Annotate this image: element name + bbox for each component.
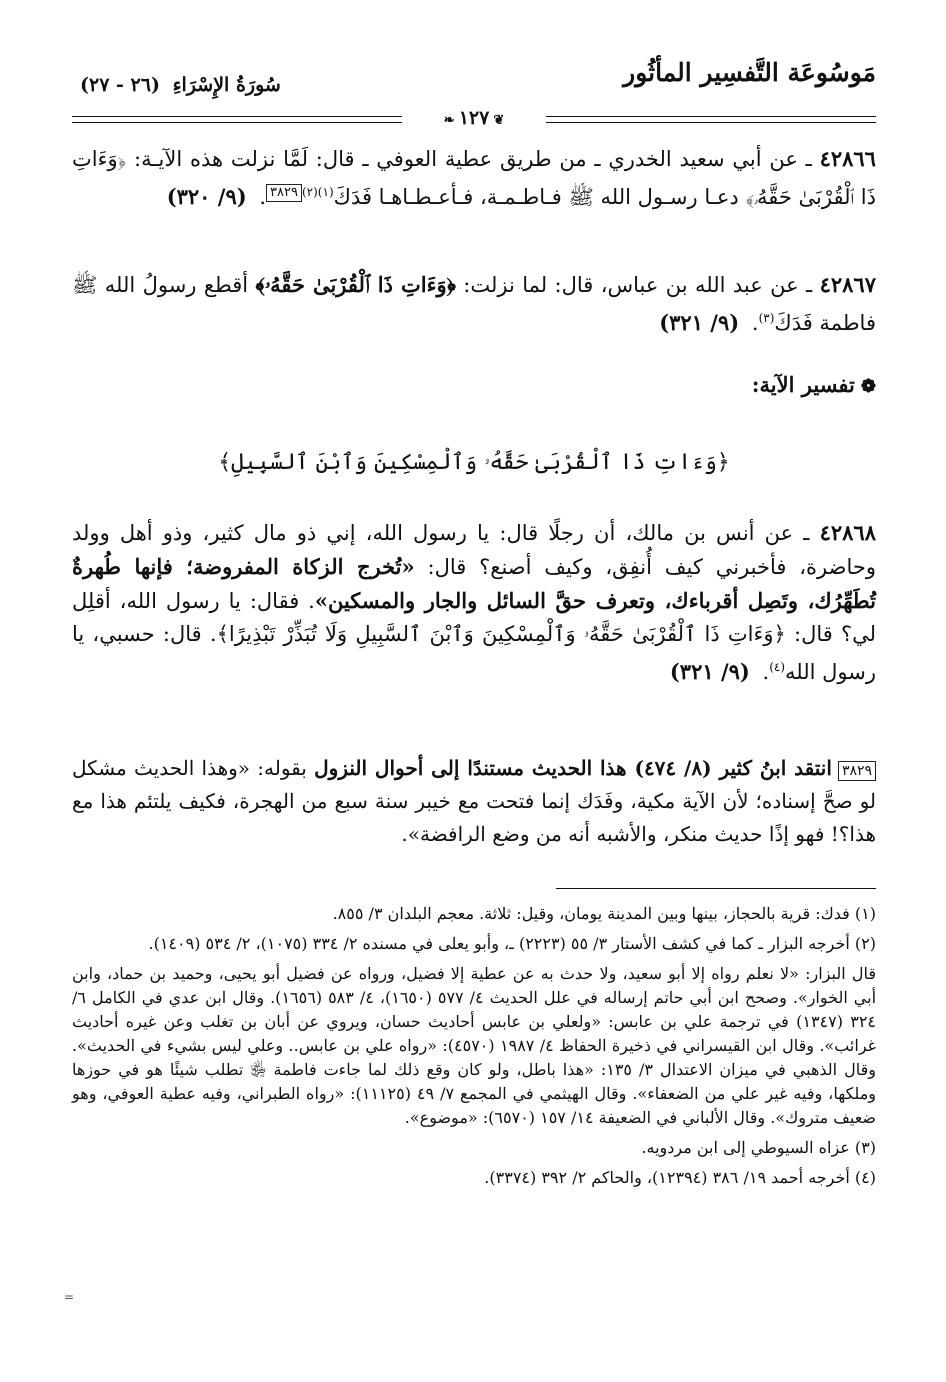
flower-ornament-icon: ❁ bbox=[860, 376, 876, 397]
volume-ref: (٩/ ٣٢١) bbox=[669, 659, 750, 684]
hadith-number: ٤٢٨٦٦ bbox=[819, 146, 876, 171]
margin-mark: = bbox=[64, 1290, 75, 1304]
hadith-42866: ٤٢٨٦٦ ـ عن أبي سعيد الخدري ـ من طريق عطية العوفي ـ قال: لَمَّا نزلت هذه الآيـة: ﴿وَءَاتِ ذَا ٱلْقُرْبَىٰ حَقَّهُۥ﴾ دعـا رسـول الله ﷺ فـاطـمـة، فـأعـطـاهـا فَدَكَ$^{(١)(٢)}$٣٨٢٩. (٩/ ٣٢٠) bbox=[72, 146, 876, 209]
section-title: تفسير الآية: bbox=[751, 372, 855, 397]
hadith-text: أقطع رسولُ الله ﷺ فاطمة فَدَكَ bbox=[72, 273, 876, 335]
prophet-quote: «تُخرج الزكاة المفروضة؛ فإنها طُهرةٌ تُطَهِّرُك، وتَصِل أقرباءك، وتعرف حقَّ السائل والجار والمسكين» bbox=[72, 554, 876, 613]
header-rule-right bbox=[546, 116, 876, 123]
hadith-number: ٤٢٨٦٧ bbox=[819, 272, 876, 297]
footnote-item: (٤) أخرجه أحمد ١٩/ ٣٨٦ (١٢٣٩٤)، والحاكم ٢/ ٣٩٢ (٣٣٧٤). bbox=[484, 1168, 876, 1187]
note-number-box: ٣٨٢٩ bbox=[838, 761, 876, 781]
hadith-text: دعـا رسـول الله ﷺ فـاطـمـة، فـأعـطـاهـا فَدَكَ bbox=[333, 185, 739, 209]
hadith-text: ـ عن أبي سعيد الخدري ـ من طريق عطية العوفي ـ قال: لَمَّا نزلت هذه الآيـة: bbox=[134, 147, 812, 171]
footnote-item: قال البزار: «لا نعلم رواه إلا أبو سعيد، ولا حدث به عن عطية إلا فضيل، ورواه عن فضيل أبو يحيى، وحميد بن حماد، وابن أبي الخوار». وصحح ابن أبي حاتم إرساله في علل الحديث ٤/ ٥٧٧ (١٦٥٠)، ٤/ ٥٨٣ (١٦٥٦). وقال ابن عدي في الكامل ٦/ ٣٢٤ (١٣٤٧) في ترجمة علي بن عابس: «ولعلي بن عابس أحاديث حسان، ويروي عن أبان بن تغلب وعن غيره أحاديث غرائب». وقال ابن القيسراني في ذخيرة الحفاظ ٤/ ١٩٨٧ (٤٥٧٠): «رواه علي بن عابس.. وعلي ليس بشيء في الحديث». وقال الذهبي في ميزان الاعتدال ٣/ ١٣٥: «هذا باطل، ولو كان وقع ذلك لما جاءت فاطمة ﵂ تطلب شيئًا هو في حوزها وملكها، وفيه غير علي من الضعفاء». وقال الهيثمي في المجمع ٧/ ٤٩ (١١١٢٥): «رواه الطبراني، وفيه عطية العوفي، وهو ضعيف متروك». وقال الألباني في الضعيفة ١٤/ ١٥٧ (٦٥٧٠): «موضوع». bbox=[72, 964, 877, 1127]
footnote-ref[interactable]: (٤) bbox=[769, 660, 786, 674]
footnote-item: (٣) عزاه السيوطي إلى ابن مردويه. bbox=[641, 1138, 876, 1157]
footnotes bbox=[72, 902, 876, 1196]
note-text: بقوله: «وهذا الحديث مشكل لو صحَّ إسناده؛ لأن الآية مكية، وفَدَك إنما فتحت مع خيبر سنة سبع من الهجرة، فكيف يلتئم هذا مع هذا؟! فهو إذًا حديث منكر، والأشبه أنه من وضع الرافضة». bbox=[72, 756, 876, 846]
hadith-text: ـ عن أنس بن مالك، أن رجلًا قال: يا رسول الله، إني ذو مال كثير، وذو أهل وولد وحاضرة، فأخبرني كيف أُنفِق، وكيف أصنع؟ قال: bbox=[72, 521, 876, 579]
note-ref-box[interactable]: ٣٨٢٩ bbox=[266, 184, 302, 202]
hadith-42868: ٤٢٨٦٨ ـ عن أنس بن مالك، أن رجلًا قال: يا رسول الله، إني ذو مال كثير، وذو أهل وولد وحاضرة، فأخبرني كيف أُنفِق، وكيف أصنع؟ قال: «تُخرج الزكاة المفروضة؛ فإنها طُهرةٌ تُطَهِّرُك، وتَصِل أقرباءك، وتعرف حقَّ السائل والجار والمسكين». فقال: يا رسول الله، أقلِل لي؟ قال: ﴿وَءَاتِ ذَا ٱلْقُرْبَىٰ حَقَّهُۥ وَٱلْمِسْكِينَ وَٱبْنَ ٱلسَّبِيلِ وَلَا تُبَذِّرْ تَبْذِيرًا﴾. قال: حسبي، يا رسول الله$^{(٤)}$. (٩/ ٣٢١) bbox=[72, 520, 876, 684]
quran-quote: ﴿وَءَاتِ ذَا ٱلْقُرْبَىٰ حَقَّهُۥ﴾ bbox=[255, 272, 456, 297]
quran-quote: ﴿وَءَاتِ ذَا ٱلْقُرْبَىٰ حَقَّهُۥ﴾ bbox=[72, 147, 876, 209]
header-rule-left bbox=[72, 116, 402, 123]
section-heading bbox=[752, 372, 876, 397]
footnote-ref[interactable]: (١)(٢) bbox=[301, 185, 334, 199]
note-lead: انتقد ابنُ كثير (٨/ ٤٧٤) هذا الحديث مستندًا إلى أحوال النزول bbox=[314, 756, 832, 780]
book-title: مَوسُوعَة التَّفسِير المأثُور bbox=[623, 58, 876, 87]
hadith-number: ٤٢٨٦٨ bbox=[819, 520, 876, 545]
ornament-icon: ❦ bbox=[493, 113, 505, 128]
ornament-icon: ❧ bbox=[443, 113, 455, 128]
volume-ref: (٩/ ٣٢٠) bbox=[166, 184, 247, 209]
surah-name: سُورَةُ الإِسْرَاءِ bbox=[172, 74, 281, 96]
page bbox=[72, 40, 877, 1187]
commentary-note bbox=[72, 752, 876, 851]
page-number-wrap bbox=[440, 107, 508, 129]
footnote-item: (٢) أخرجه البزار ـ كما في كشف الأستار ٣/ ٥٥ (٢٢٢٣) ـ، وأبو يعلى في مسنده ٢/ ٣٣٤ (١٠٧٥)، ٢/ ٥٣٤ (١٤٠٩). bbox=[148, 934, 876, 953]
page-number: ١٢٧ bbox=[458, 107, 490, 129]
hadith-text: ـ عن عبد الله بن عباس، قال: لما نزلت: bbox=[463, 273, 813, 297]
verse-range: (٢٦ - ٢٧) bbox=[80, 74, 160, 96]
quran-quote: ﴿وَءَاتِ ذَا ٱلْقُرْبَىٰ حَقَّهُۥ وَٱلْمِسْكِينَ وَٱبْنَ ٱلسَّبِيلِ وَلَا تُبَذِّرْ تَبْذِيرًا﴾ bbox=[216, 622, 786, 646]
footnote-item: (١) فدك: قرية بالحجاز، بينها وبين المدينة يومان، وقيل: ثلاثة. معجم البلدان ٣/ ٨٥٥. bbox=[332, 904, 876, 923]
hadith-42867: ٤٢٨٦٧ ـ عن عبد الله بن عباس، قال: لما نزلت: ﴿وَءَاتِ ذَا ٱلْقُرْبَىٰ حَقَّهُۥ﴾ أقطع رسولُ الله ﷺ فاطمة فَدَكَ$^{(٣)}$. (٩/ ٣٢١) bbox=[72, 272, 876, 335]
footnote-ref[interactable]: (٣) bbox=[758, 311, 775, 325]
verse-line: ﴿وَءَاتِ ذَا ٱلْقُرْبَىٰ حَقَّهُۥ وَٱلْمِسْكِينَ وَٱبْنَ ٱلسَّبِيلِ﴾ bbox=[218, 450, 730, 475]
surah-header bbox=[80, 74, 281, 96]
hadith-text: . فقال: يا رسول الله، أقلِل لي؟ قال: bbox=[72, 589, 876, 646]
header-rule bbox=[72, 107, 876, 129]
page-header bbox=[72, 40, 876, 129]
hadith-text: . قال: حسبي، يا رسول الله bbox=[72, 622, 876, 684]
volume-ref: (٩/ ٣٢١) bbox=[659, 310, 740, 335]
footnote-divider bbox=[556, 888, 876, 889]
